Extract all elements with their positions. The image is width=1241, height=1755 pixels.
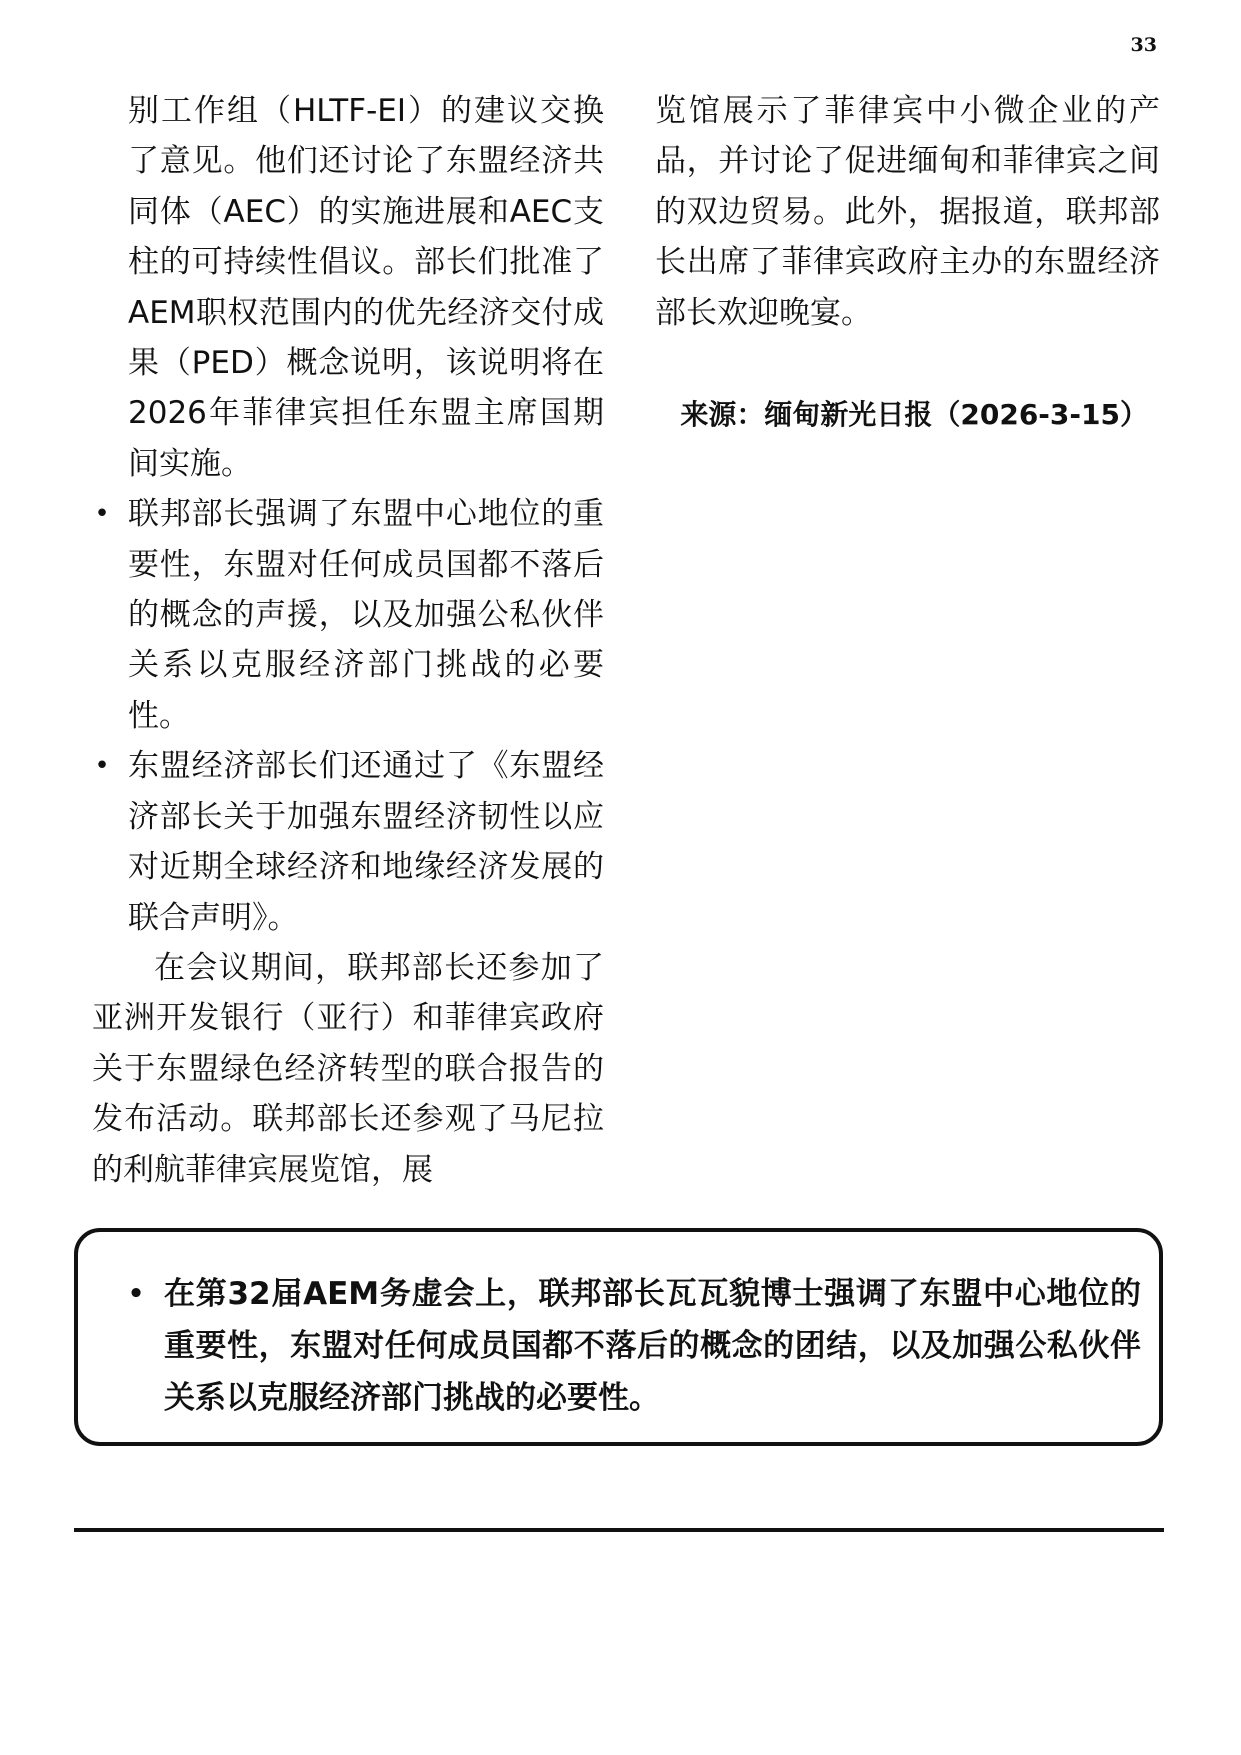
highlight-box — [74, 1228, 1163, 1446]
page-number: 33 — [1130, 34, 1157, 56]
source-citation: 来源：缅甸新光日报（2026-3-15） — [680, 398, 1148, 432]
bullet-text: 联邦部长强调了东盟中心地位的重要性，东盟对任何成员国都不落后的概念的声援，以及加强公私伙伴关系以克服经济部门挑战的必要性。 — [128, 496, 604, 734]
bullet-marker: • — [94, 499, 110, 530]
horizontal-rule — [74, 1528, 1164, 1532]
left-column — [92, 86, 604, 1195]
right-column — [655, 86, 1160, 440]
highlight-bullet — [128, 1268, 1141, 1424]
highlight-text: 在第32届AEM务虚会上，联邦部长瓦瓦貌博士强调了东盟中心地位的重要性，东盟对任何成员国都不落后的概念的团结，以及加强公私伙伴关系以克服经济部门挑战的必要性。 — [164, 1276, 1141, 1416]
bullet-item-joint-statement — [92, 741, 604, 943]
bullet-marker: • — [127, 1279, 145, 1309]
continued-paragraph: 别工作组（HLTF-EI）的建议交换了意见。他们还讨论了东盟经济共同体（AEC）的实施进展和AEC支柱的可持续性倡议。部长们批准了AEM职权范围内的优先经济交付成果（PED）概念说明，该说明将在2026年菲律宾担任东盟主席国期间实施。 — [128, 93, 604, 482]
bullet-text: 东盟经济部长们还通过了《东盟经济部长关于加强东盟经济韧性以应对近期全球经济和地缘经济发展的联合声明》。 — [128, 748, 604, 936]
closing-paragraph: 在会议期间，联邦部长还参加了亚洲开发银行（亚行）和菲律宾政府关于东盟绿色经济转型的联合报告的发布活动。联邦部长还参观了马尼拉的利航菲律宾展览馆，展 — [92, 949, 604, 1188]
right-continued-paragraph: 览馆展示了菲律宾中小微企业的产品，并讨论了促进缅甸和菲律宾之间的双边贸易。此外，据报道，联邦部长出席了菲律宾政府主办的东盟经济部长欢迎晚宴。 — [655, 93, 1160, 331]
bullet-item-centrality — [92, 489, 604, 741]
bullet-marker: • — [94, 751, 110, 782]
